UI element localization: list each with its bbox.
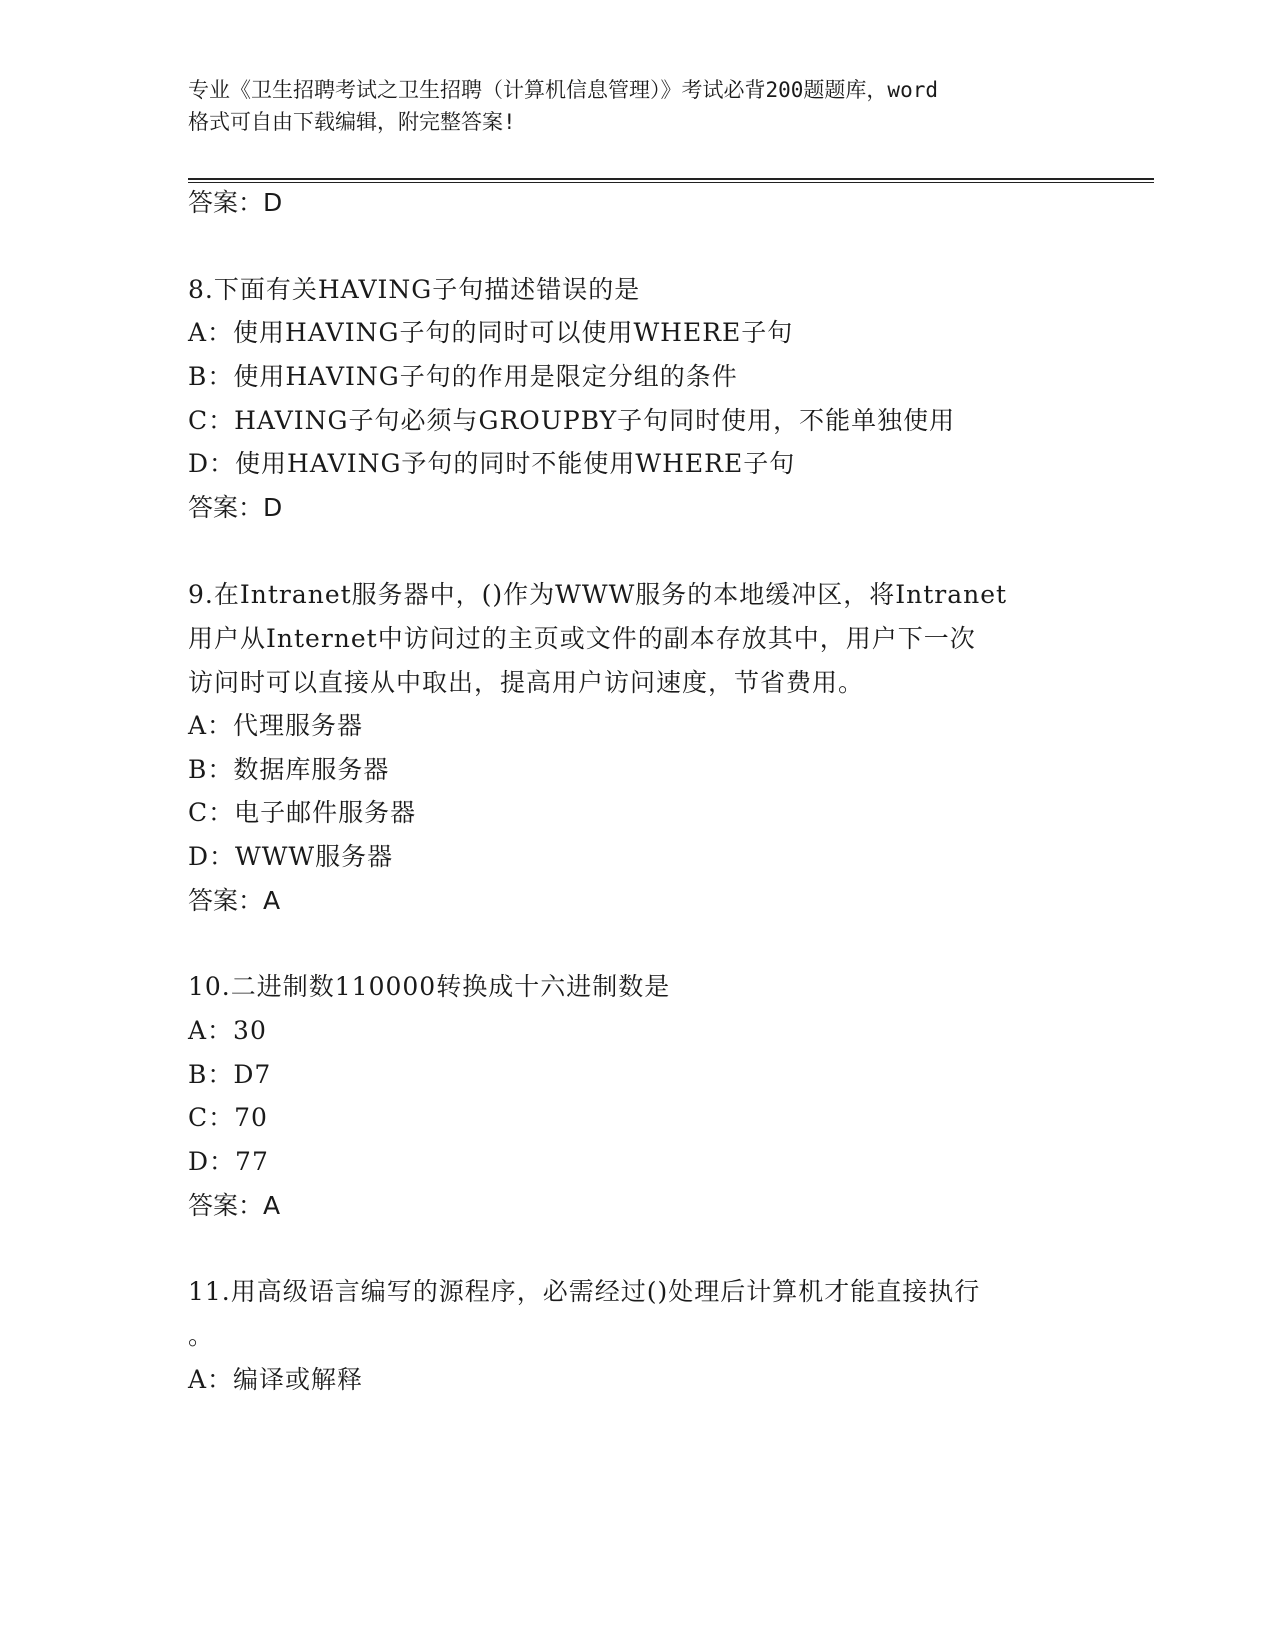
- question-8-stem: 8.下面有关HAVING子句描述错误的是: [188, 275, 641, 304]
- header-divider: [188, 178, 1154, 183]
- question-8-answer: 答案：D: [188, 493, 283, 522]
- question-10-stem: 10.二进制数110000转换成十六进制数是: [188, 972, 671, 1001]
- answer-line: 答案：D: [188, 188, 283, 217]
- question-10-option-b: B：D7: [188, 1060, 272, 1089]
- question-9-stem-line-3: 访问时可以直接从中取出，提高用户访问速度，节省费用。: [188, 668, 865, 697]
- header-line-2: 格式可自由下载编辑，附完整答案!: [188, 110, 516, 134]
- document-header: [188, 74, 1088, 138]
- question-9-stem-line-2: 用户从Internet中访问过的主页或文件的副本存放其中，用户下一次: [188, 624, 976, 653]
- question-11-option-a: A：编译或解释: [188, 1365, 364, 1394]
- question-9-stem-line-1: 9.在Intranet服务器中，()作为WWW服务的本地缓冲区，将Intranet: [188, 580, 1008, 609]
- header-line-1: 专业《卫生招聘考试之卫生招聘（计算机信息管理）》考试必背200题题库，word: [188, 78, 938, 102]
- question-8-option-a: A：使用HAVING子句的同时可以使用WHERE子句: [188, 318, 794, 347]
- question-11-stem-line-2: 。: [188, 1321, 215, 1350]
- question-10-option-d: D：77: [188, 1147, 269, 1176]
- question-9-option-d: D：WWW服务器: [188, 842, 394, 871]
- question-10-answer: 答案：A: [188, 1191, 281, 1220]
- question-9-option-a: A：代理服务器: [188, 711, 364, 740]
- question-8-option-b: B：使用HAVING子句的作用是限定分组的条件: [188, 362, 738, 391]
- question-11-stem-line-1: 11.用高级语言编写的源程序，必需经过()处理后计算机才能直接执行: [188, 1277, 981, 1306]
- question-8-option-d: D：使用HAVING予句的同时不能使用WHERE子句: [188, 449, 796, 478]
- question-8-option-c: C：HAVING子句必须与GROUPBY子句同时使用，不能单独使用: [188, 406, 956, 435]
- question-9-answer: 答案：A: [188, 886, 281, 915]
- question-10-option-c: C：70: [188, 1103, 268, 1132]
- question-10-option-a: A：30: [188, 1016, 267, 1045]
- question-9-option-b: B：数据库服务器: [188, 755, 390, 784]
- question-9-option-c: C：电子邮件服务器: [188, 798, 417, 827]
